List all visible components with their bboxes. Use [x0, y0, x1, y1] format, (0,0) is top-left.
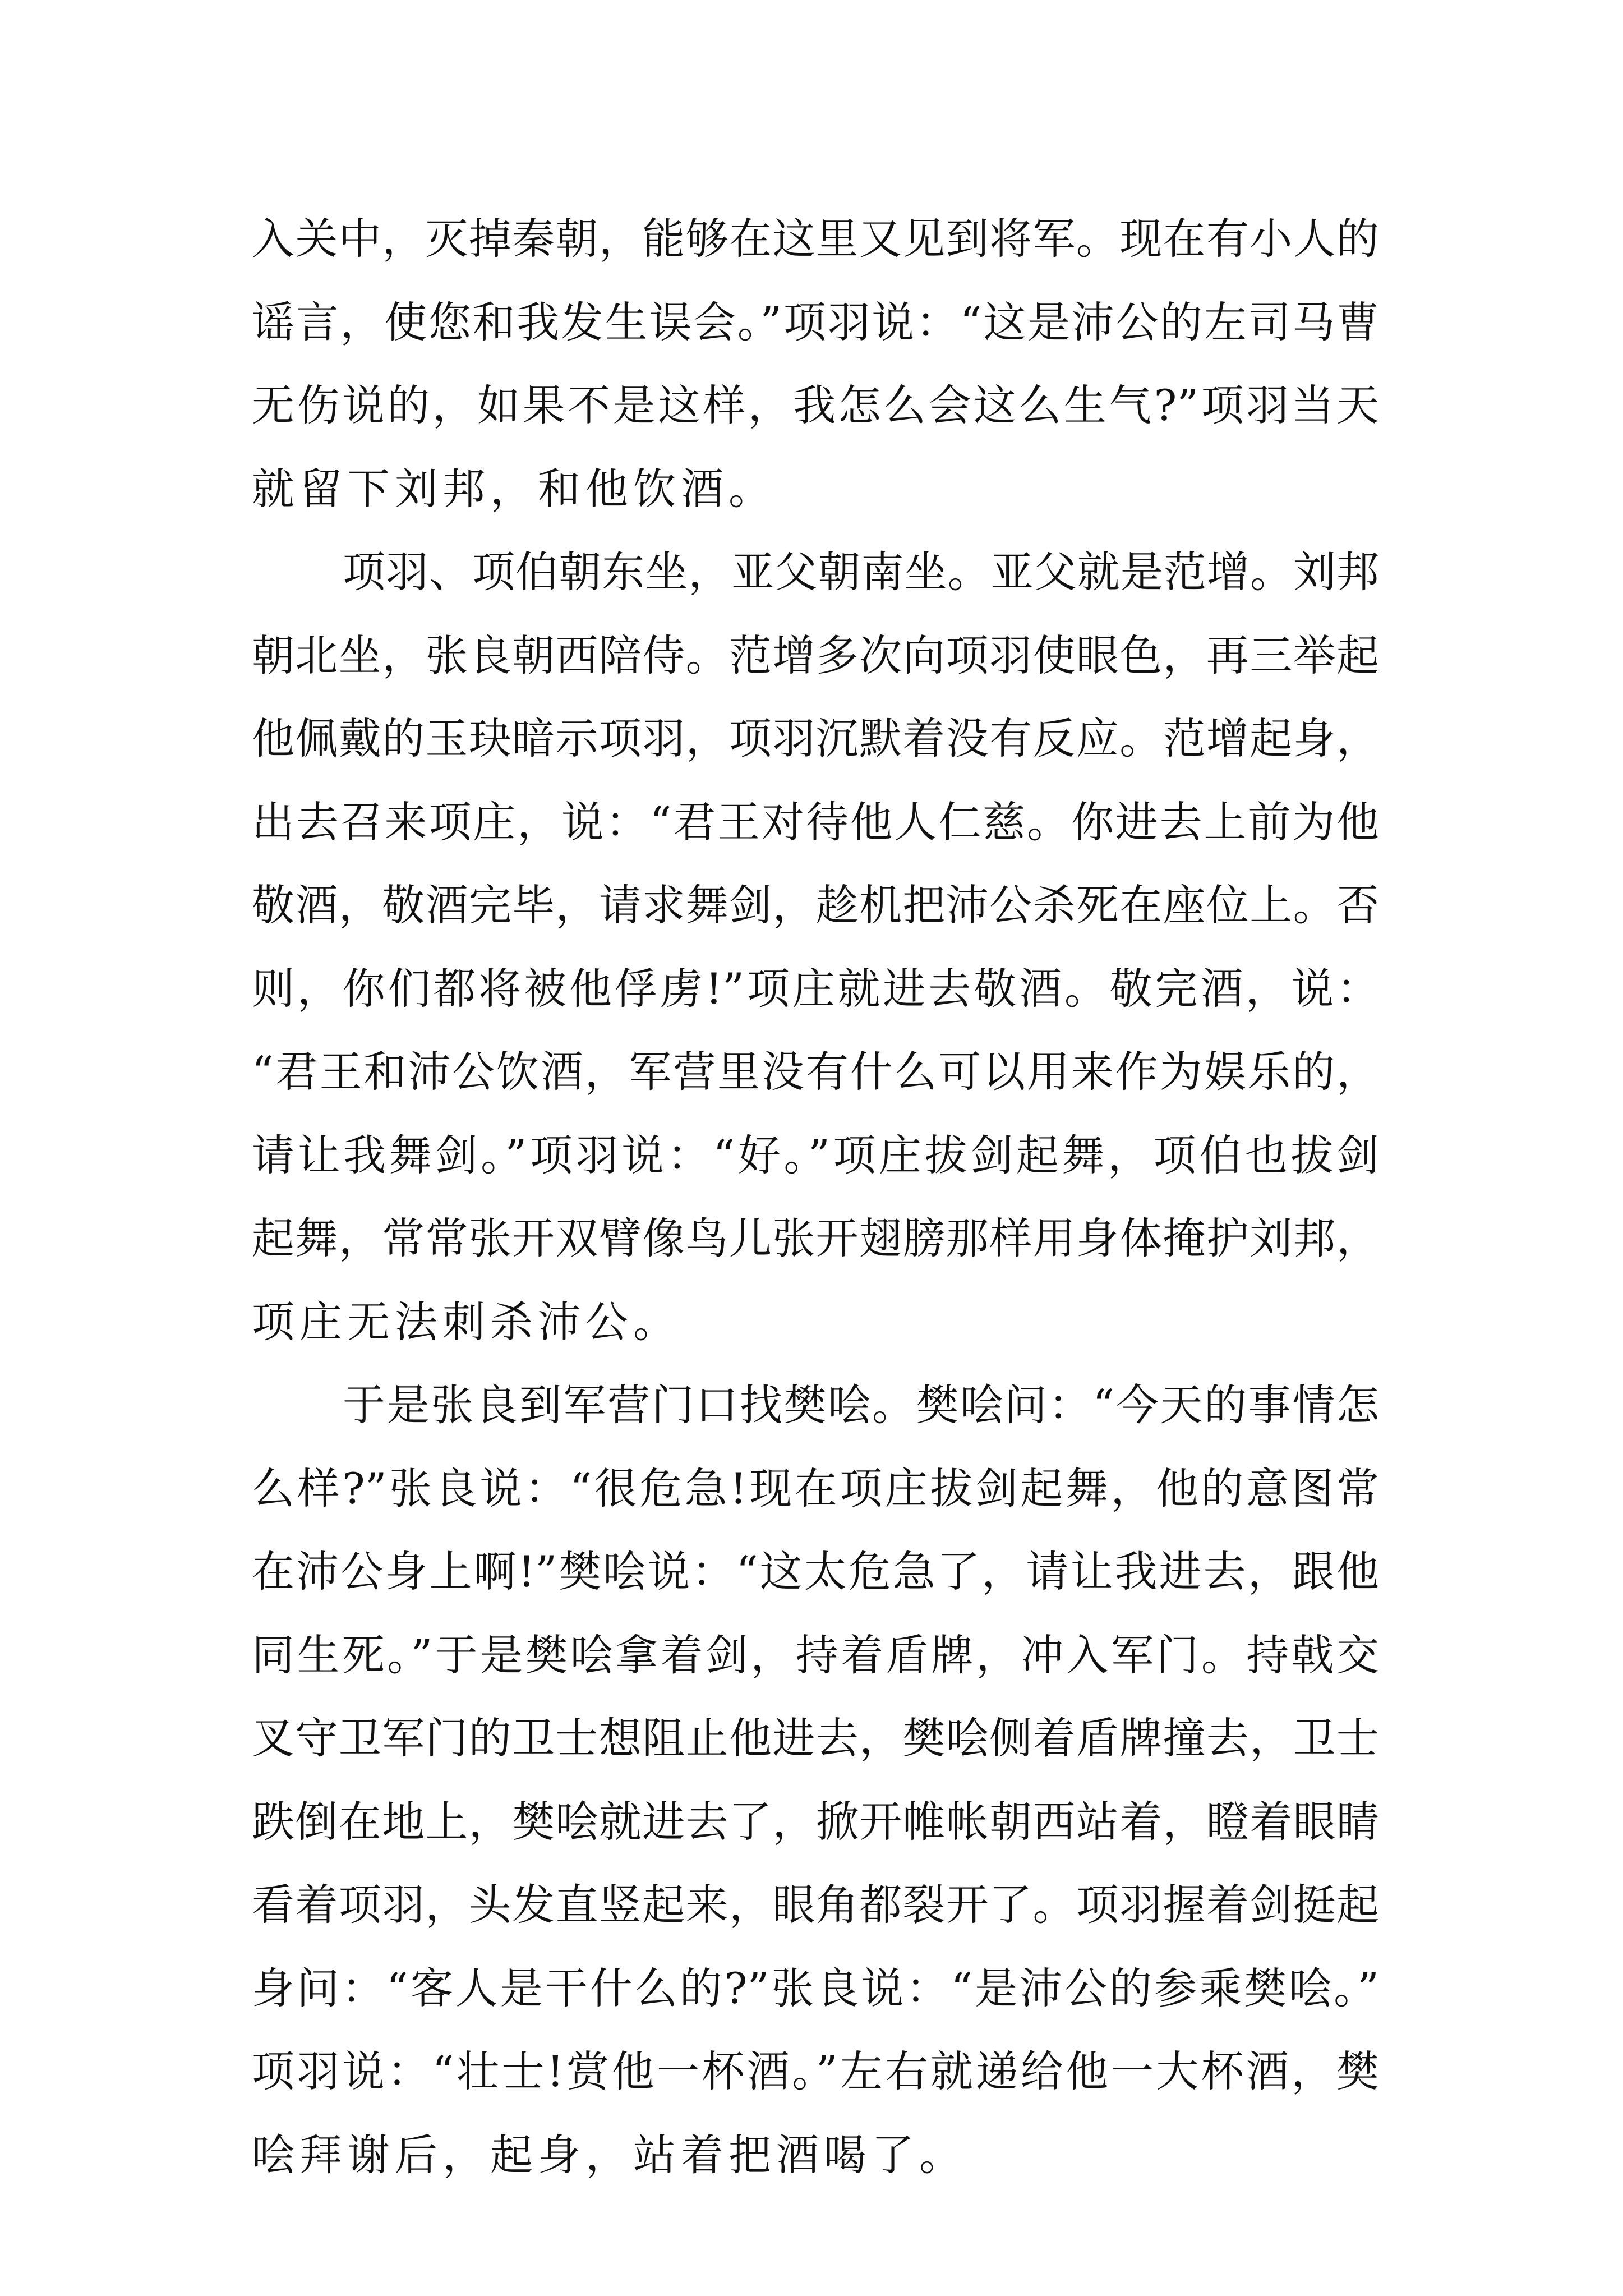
text-line: 项羽说：“壮士!赏他一杯酒。”左右就递给他一大杯酒，樊: [252, 2046, 1379, 2096]
text-line: 敬酒，敬酒完毕，请求舞剑，趁机把沛公杀死在座位上。否: [252, 880, 1379, 930]
text-line: 在沛公身上啊!”樊哙说：“这太危急了，请让我进去，跟他: [252, 1547, 1379, 1596]
text-line: 起舞，常常张开双臂像鸟儿张开翅膀那样用身体掩护刘邦，: [252, 1213, 1379, 1263]
text-line: 身问：“客人是干什么的?”张良说：“是沛公的参乘樊哙。”: [252, 1963, 1379, 2013]
text-line: 看着项羽，头发直竖起来，眼角都裂开了。项羽握着剑挺起: [252, 1880, 1379, 1930]
text-line: 项羽、项伯朝东坐，亚父朝南坐。亚父就是范增。刘邦: [343, 547, 1379, 597]
text-line: 同生死。”于是樊哙拿着剑，持着盾牌，冲入军门。持戟交: [252, 1630, 1379, 1680]
text-line: 他佩戴的玉玦暗示项羽，项羽沉默着没有反应。范增起身，: [252, 714, 1379, 763]
text-line: 朝北坐，张良朝西陪侍。范增多次向项羽使眼色，再三举起: [252, 630, 1379, 680]
text-line: 出去召来项庄，说：“君王对待他人仁慈。你进去上前为他: [252, 797, 1379, 847]
text-line: 么样?”张良说：“很危急!现在项庄拔剑起舞，他的意图常: [252, 1463, 1379, 1513]
document-body: [252, 197, 1379, 2197]
text-line: 无伤说的，如果不是这样，我怎么会这么生气?”项羽当天: [252, 380, 1379, 430]
text-line: 于是张良到军营门口找樊哙。樊哙问：“今天的事情怎: [343, 1380, 1379, 1430]
text-line: 则，你们都将被他俘虏!”项庄就进去敬酒。敬完酒，说：: [252, 963, 1379, 1014]
text-line: “君王和沛公饮酒，军营里没有什么可以用来作为娱乐的，: [252, 1047, 1379, 1097]
text-line: 谣言，使您和我发生误会。”项羽说：“这是沛公的左司马曹: [252, 297, 1379, 347]
text-line: 哙拜谢后，起身，站着把酒喝了。: [252, 2129, 967, 2180]
text-line: 入关中，灭掉秦朝，能够在这里又见到将军。现在有小人的: [252, 214, 1379, 264]
text-line: 叉守卫军门的卫士想阻止他进去，樊哙侧着盾牌撞去，卫士: [252, 1713, 1379, 1763]
text-line: 请让我舞剑。”项羽说：“好。”项庄拔剑起舞，项伯也拔剑: [252, 1130, 1379, 1180]
text-line: 跌倒在地上，樊哙就进去了，掀开帷帐朝西站着，瞪着眼睛: [252, 1796, 1379, 1847]
text-line: 就留下刘邦，和他饮酒。: [252, 463, 776, 514]
text-line: 项庄无法刺杀沛公。: [252, 1296, 681, 1347]
